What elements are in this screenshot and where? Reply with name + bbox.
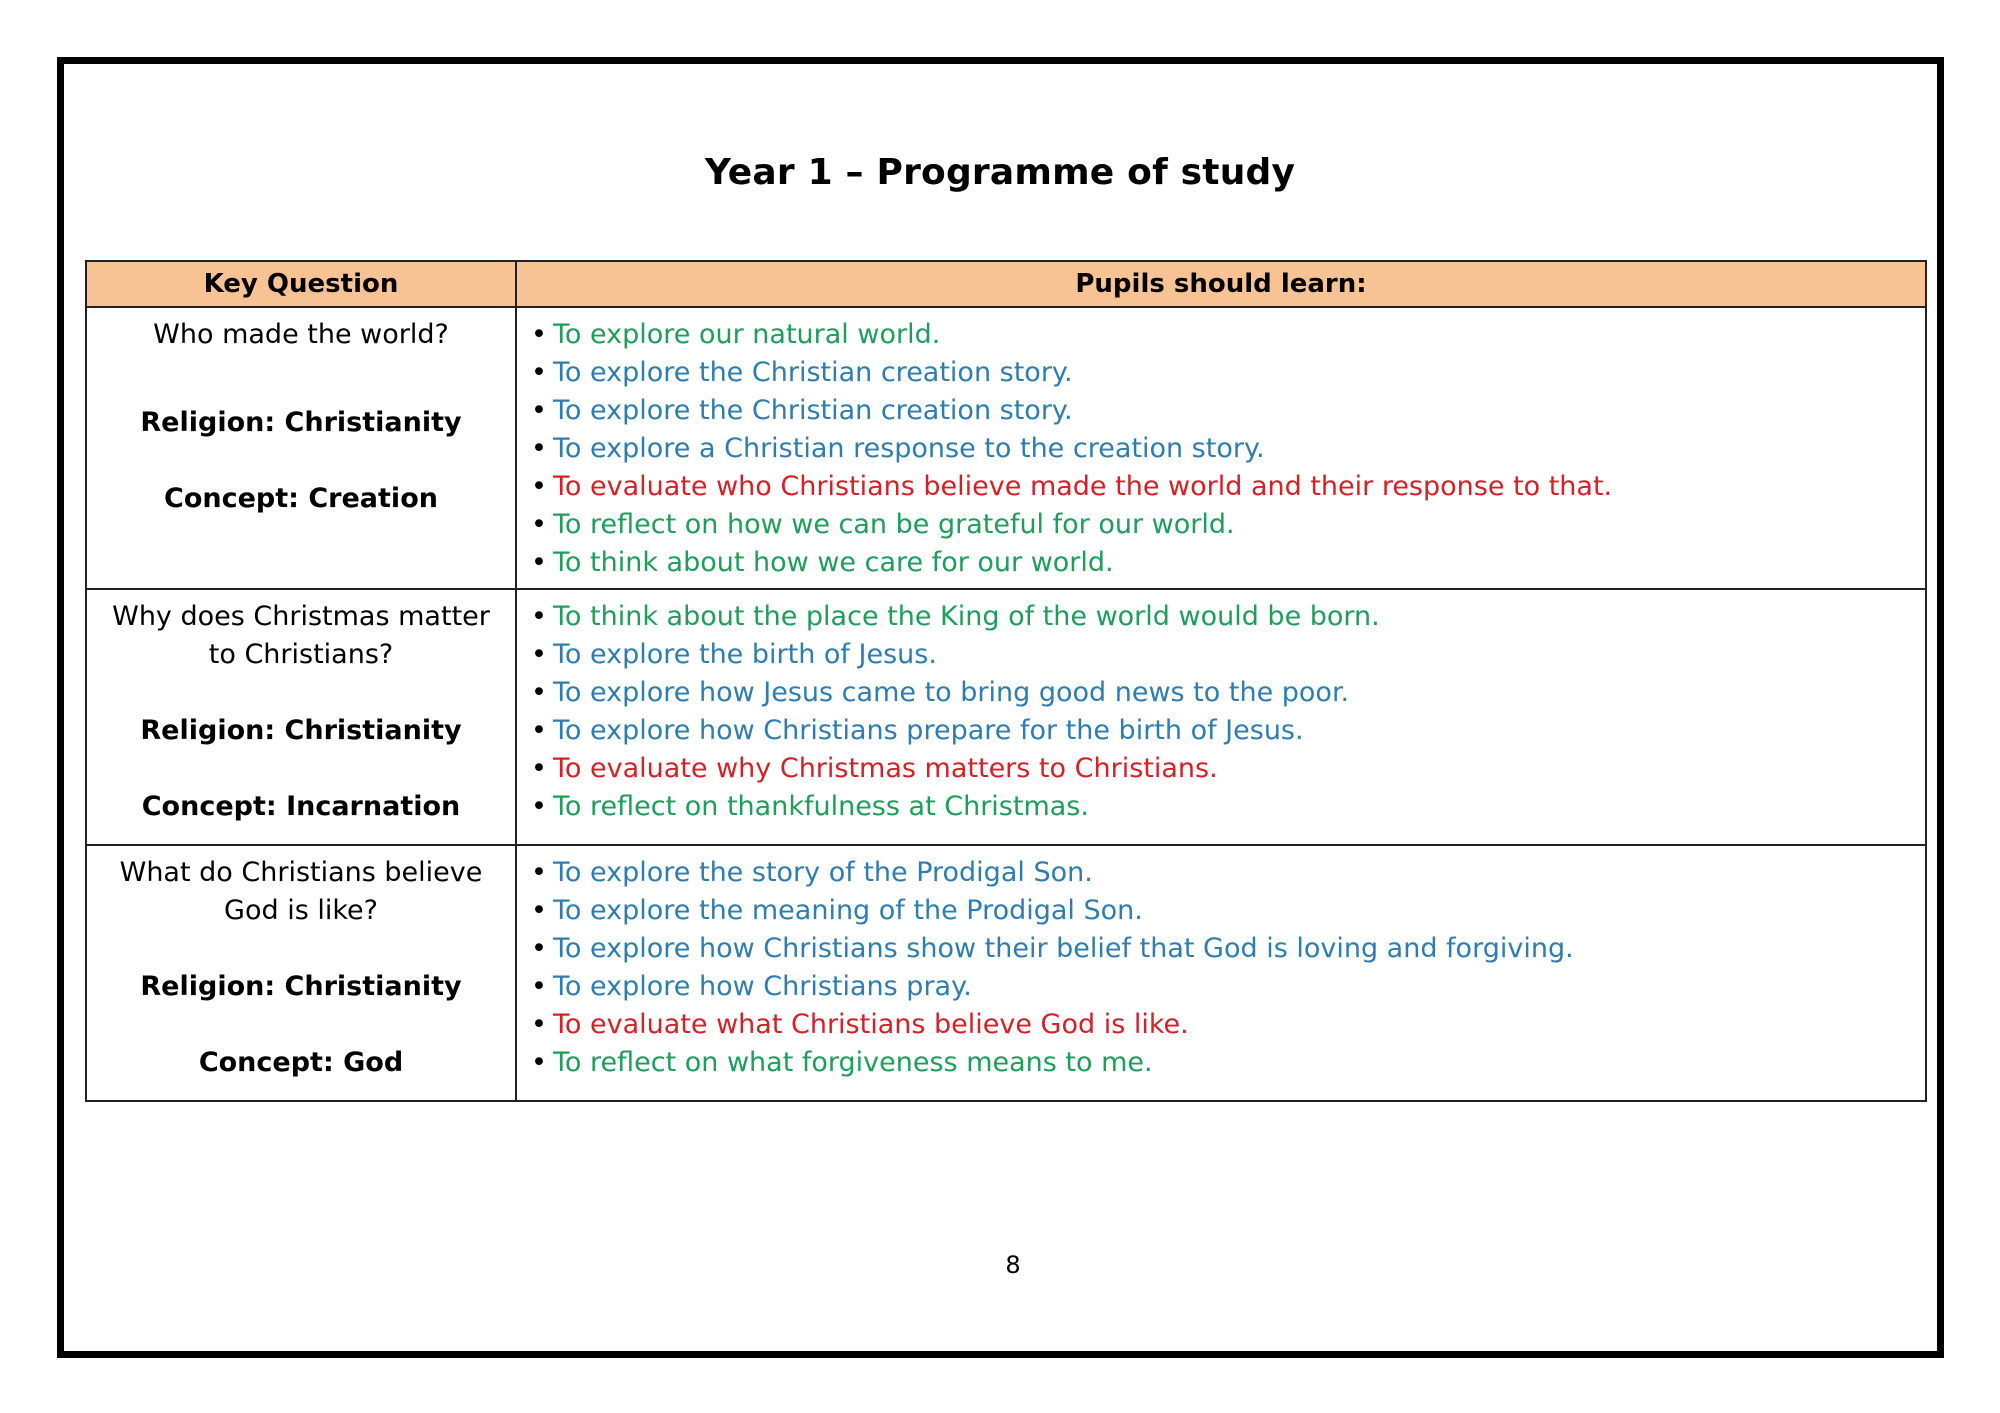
bullet-icon: • (531, 791, 547, 822)
bullet-icon: • (531, 971, 547, 1002)
objectives-list (531, 598, 1925, 826)
objectives-list (531, 316, 1925, 582)
objective-item: • To explore how Jesus came to bring good news to the poor. (531, 674, 1925, 712)
objective-item: • To explore the Christian creation story. (531, 392, 1925, 430)
religion-label: Religion: Christianity (140, 971, 462, 1002)
objective-item: • To explore the birth of Jesus. (531, 636, 1925, 674)
objectives-cell (516, 845, 1926, 1101)
bullet-icon: • (531, 895, 547, 926)
objective-item: • To evaluate why Christmas matters to Christians. (531, 750, 1925, 788)
bullet-icon: • (531, 471, 547, 502)
bullet-icon: • (531, 547, 547, 578)
bullet-icon: • (531, 1047, 547, 1078)
bullet-icon: • (531, 601, 547, 632)
key-question-text: What do Christians believe God is like? (119, 857, 483, 926)
objective-item: • To explore how Christians pray. (531, 968, 1925, 1006)
objective-item: • To evaluate who Christians believe made the world and their response to that. (531, 468, 1925, 506)
concept-label: Concept: God (198, 1047, 404, 1078)
page-number: 8 (1005, 1251, 1021, 1279)
religion-label: Religion: Christianity (140, 407, 462, 438)
objective-item: • To reflect on thankfulness at Christmas. (531, 788, 1925, 826)
bullet-icon: • (531, 715, 547, 746)
key-question-cell (86, 307, 516, 589)
bullet-icon: • (531, 753, 547, 784)
objective-item: • To think about how we care for our world. (531, 544, 1925, 582)
bullet-icon: • (531, 933, 547, 964)
page-title: Year 1 – Programme of study (704, 152, 1296, 193)
bullet-icon: • (531, 1009, 547, 1040)
objective-item: • To reflect on what forgiveness means to me. (531, 1044, 1925, 1082)
bullet-icon: • (531, 357, 547, 388)
concept-label: Concept: Incarnation (141, 791, 461, 822)
bullet-icon: • (531, 639, 547, 670)
objective-item: • To explore how Christians prepare for the birth of Jesus. (531, 712, 1925, 750)
bullet-icon: • (531, 857, 547, 888)
objective-item: • To explore the meaning of the Prodigal Son. (531, 892, 1925, 930)
objective-item: • To evaluate what Christians believe God is like. (531, 1006, 1925, 1044)
key-question-text: Who made the world? (153, 319, 449, 350)
objective-item: • To explore how Christians show their belief that God is loving and forgiving. (531, 930, 1925, 968)
key-question-cell (86, 845, 516, 1101)
table-row (86, 589, 1926, 845)
objectives-cell (516, 307, 1926, 589)
bullet-icon: • (531, 395, 547, 426)
pupils-should-learn-header: Pupils should learn: (516, 261, 1926, 307)
table-row (86, 845, 1926, 1101)
bullet-icon: • (531, 433, 547, 464)
table-row (86, 307, 1926, 589)
objective-item: • To explore the story of the Prodigal Son. (531, 854, 1925, 892)
objectives-cell (516, 589, 1926, 845)
programme-table (85, 260, 1927, 1102)
objective-item: • To explore the Christian creation story. (531, 354, 1925, 392)
table-header-row (86, 261, 1926, 307)
objective-item: • To reflect on how we can be grateful for our world. (531, 506, 1925, 544)
religion-label: Religion: Christianity (140, 715, 462, 746)
objectives-list (531, 854, 1925, 1082)
concept-label: Concept: Creation (164, 483, 438, 514)
objective-item: • To explore a Christian response to the creation story. (531, 430, 1925, 468)
key-question-cell (86, 589, 516, 845)
bullet-icon: • (531, 677, 547, 708)
key-question-text: Why does Christmas matter to Christians? (112, 601, 490, 670)
bullet-icon: • (531, 509, 547, 540)
key-question-header: Key Question (86, 261, 516, 307)
objective-item: • To think about the place the King of the world would be born. (531, 598, 1925, 636)
objective-item: • To explore our natural world. (531, 316, 1925, 354)
bullet-icon: • (531, 319, 547, 350)
